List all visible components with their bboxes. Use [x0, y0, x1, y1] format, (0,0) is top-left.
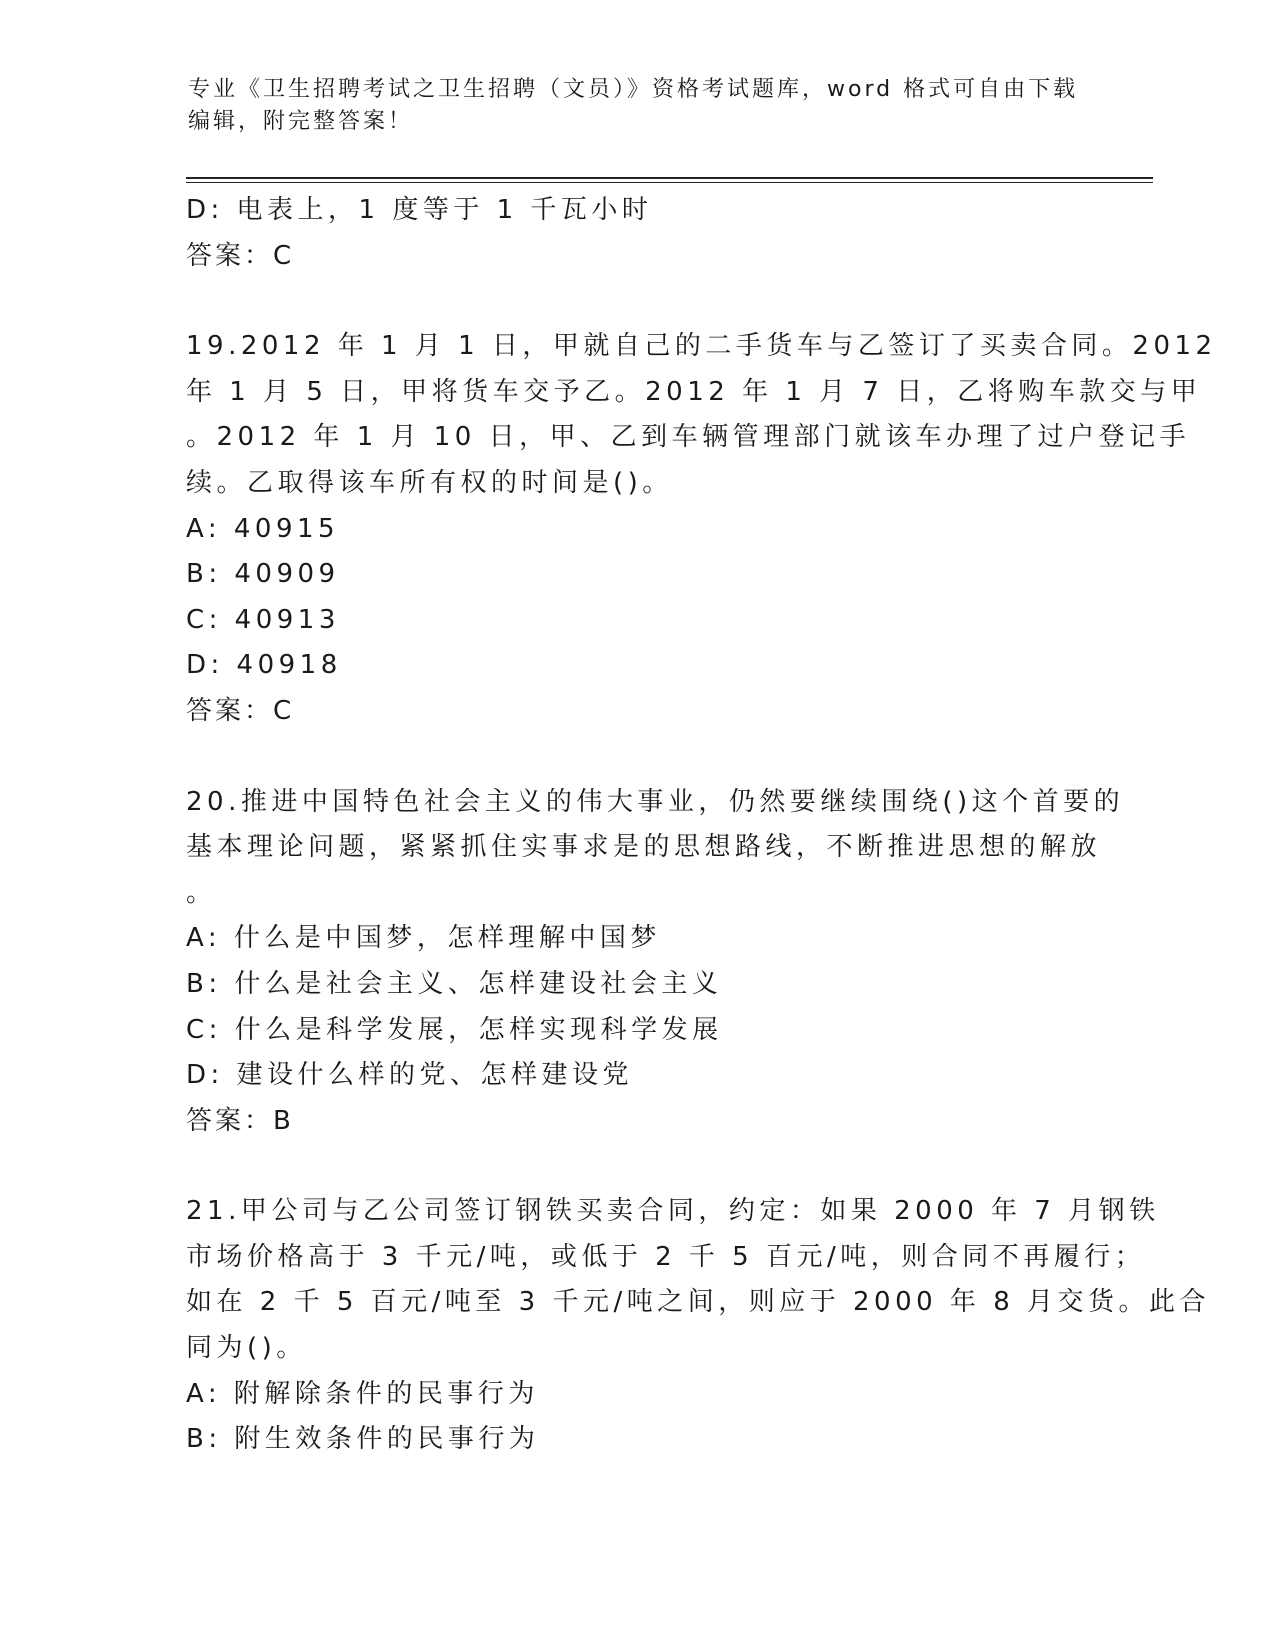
- question-21-line: 21.甲公司与乙公司签订钢铁买卖合同，约定：如果 2000 年 7 月钢铁: [186, 1196, 1160, 1227]
- question-20: [186, 780, 1125, 1145]
- header-rule-thin: [186, 182, 1153, 183]
- question-21-option-a: A: 附解除条件的民事行为: [186, 1378, 539, 1409]
- question-19-option-b: B: 40909: [186, 559, 340, 590]
- question-19-option-c: C: 40913: [186, 604, 340, 635]
- question-20-option-d: D: 建设什么样的党、怎样建设党: [186, 1060, 634, 1091]
- question-20-option-b: B: 什么是社会主义、怎样建设社会主义: [186, 968, 723, 999]
- prev-answer: 答案：C: [186, 240, 295, 271]
- spacer: [186, 735, 1086, 780]
- question-19: [186, 324, 1217, 734]
- spacer: [186, 1144, 1086, 1189]
- question-19-line: 续。乙取得该车所有权的时间是()。: [186, 467, 673, 498]
- page-header: 专业《卫生招聘考试之卫生招聘（文员）》资格考试题库，word 格式可自由下载 编辑，附完整答案！: [188, 77, 1079, 134]
- prev-option-d: D: 电表上，1 度等于 1 千瓦小时: [186, 195, 653, 225]
- question-19-option-d: D: 40918: [186, 650, 342, 681]
- question-21: [186, 1189, 1211, 1463]
- question-20-line: 20.推进中国特色社会主义的伟大事业，仍然要继续围绕()这个首要的: [186, 786, 1125, 817]
- question-20-option-c: C: 什么是科学发展，怎样实现科学发展: [186, 1014, 723, 1045]
- question-20-line: 。: [186, 877, 217, 908]
- question-content: [186, 188, 1217, 1463]
- question-21-option-b: B: 附生效条件的民事行为: [186, 1424, 540, 1455]
- question-19-line: 。2012 年 1 月 10 日，甲、乙到车辆管理部门就该车办理了过户登记手: [186, 422, 1191, 453]
- question-20-answer: 答案：B: [186, 1105, 294, 1136]
- question-19-line: 年 1 月 5 日，甲将货车交予乙。2012 年 1 月 7 日，乙将购车款交与甲: [186, 376, 1202, 407]
- question-20-line: 基本理论问题，紧紧抓住实事求是的思想路线，不断推进思想的解放: [186, 832, 1102, 863]
- question-21-line: 如在 2 千 5 百元/吨至 3 千元/吨之间，则应于 2000 年 8 月交货。此合: [186, 1287, 1211, 1318]
- question-19-option-a: A: 40915: [186, 513, 340, 544]
- question-19-line: 19.2012 年 1 月 1 日，甲就自己的二手货车与乙签订了买卖合同。2012: [186, 331, 1217, 362]
- question-21-line: 市场价格高于 3 千元/吨，或低于 2 千 5 百元/吨，则合同不再履行；: [186, 1241, 1146, 1272]
- question-21-line: 同为()。: [186, 1333, 307, 1364]
- spacer: [186, 279, 1086, 324]
- header-rule-thick: [186, 177, 1153, 179]
- question-19-answer: 答案：C: [186, 695, 295, 726]
- question-20-option-a: A: 什么是中国梦，怎样理解中国梦: [186, 923, 661, 954]
